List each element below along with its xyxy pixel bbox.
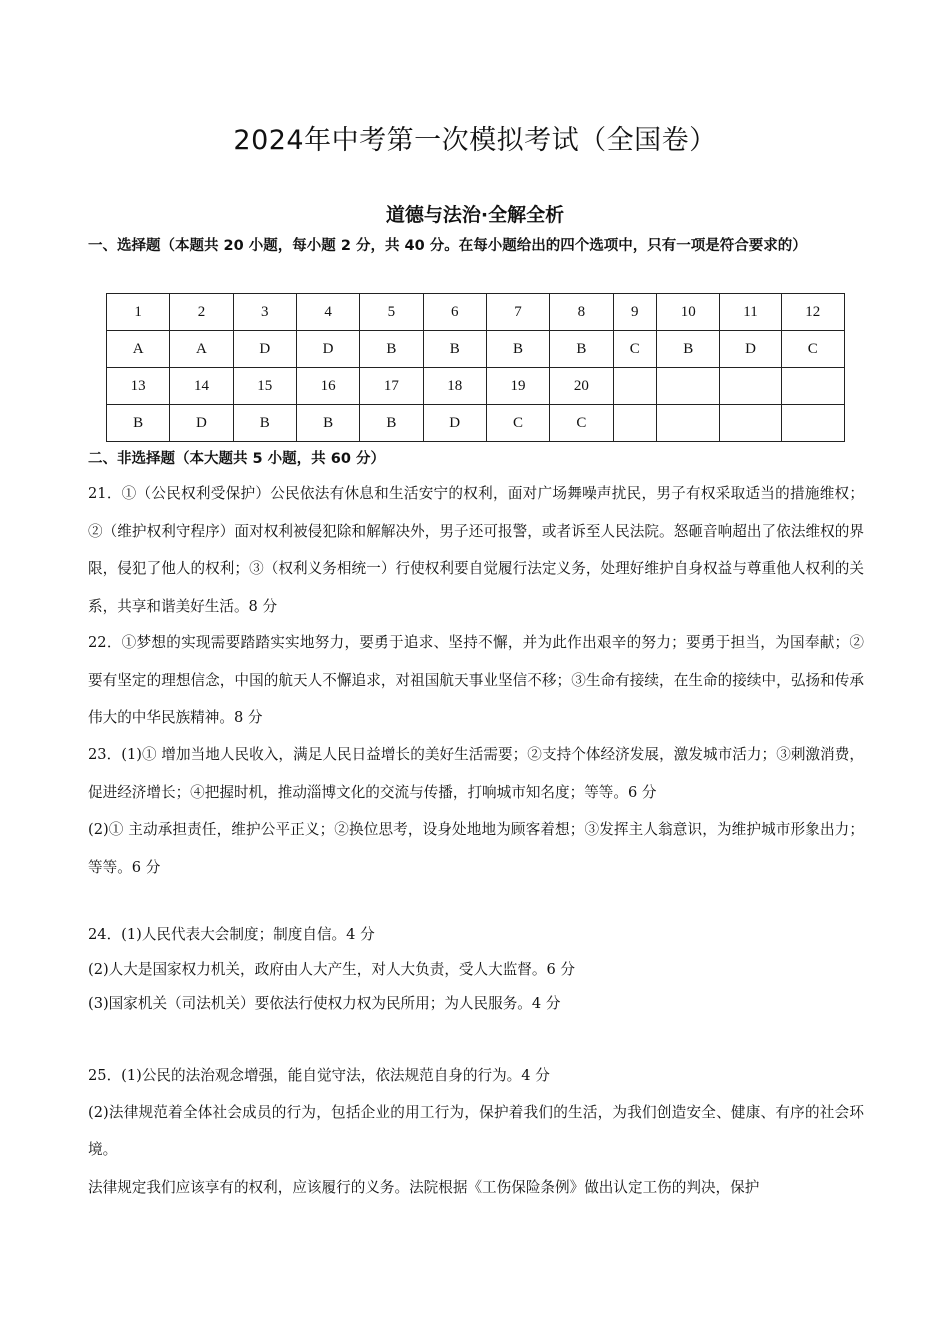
- answer-cell: B: [423, 331, 486, 368]
- answer-q22: [88, 624, 864, 737]
- answer-q25-part1: 25．(1)公民的法治观念增强，能自觉守法，依法规范自身的行为。4 分: [88, 1067, 550, 1084]
- question-number-cell: 15: [233, 368, 296, 405]
- question-number-cell: 18: [423, 368, 486, 405]
- answer-cell: B: [360, 405, 423, 442]
- answer-cell: C: [550, 405, 613, 442]
- question-number-cell: [613, 368, 657, 405]
- answer-q23: [88, 736, 864, 886]
- answer-q24-part2: (2)人大是国家权力机关，政府由人大产生，对人大负责，受人大监督。6 分: [88, 960, 576, 978]
- answer-cell: C: [613, 331, 657, 368]
- question-number-cell: 4: [296, 294, 359, 331]
- answer-q21: [88, 475, 864, 625]
- answer-cell: B: [296, 405, 359, 442]
- answer-cell: B: [486, 331, 549, 368]
- question-number-cell: 7: [486, 294, 549, 331]
- answer-cell: [720, 405, 781, 442]
- answer-cell: B: [360, 331, 423, 368]
- question-number-cell: 11: [720, 294, 781, 331]
- question-number-cell: 8: [550, 294, 613, 331]
- answer-q25: [88, 1059, 864, 1206]
- question-number-cell: [657, 368, 720, 405]
- answer-cell: D: [720, 331, 781, 368]
- answer-cell: C: [781, 331, 844, 368]
- answer-q25-part3: 法律规定我们应该享有的权利，应该履行的义务。法院根据《工伤保险条例》做出认定工伤的判决，保护: [88, 1178, 760, 1196]
- answer-q24-part3: (3)国家机关（司法机关）要依法行使权力权为民所用；为人民服务。4 分: [88, 995, 561, 1012]
- question-number-cell: 13: [107, 368, 170, 405]
- answer-q21-text: 21．①（公民权利受保护）公民依法有休息和生活安宁的权利，面对广场舞噪声扰民，男子有权采取适当的措施维权；②（维护权利守程序）面对权利被侵犯除和解解决外，男子还可报警，或者诉至人民法院。怒砸音响超出了依法维权的界限，侵犯了他人的权利；③（权利义务相统一）行使权利要自觉履行法定义务，处理好维护自身权益与尊重他人权利的关系，共享和谐美好生活。8 分: [88, 485, 864, 615]
- question-number-cell: 20: [550, 368, 613, 405]
- answer-row: [107, 331, 845, 368]
- question-number-cell: 1: [107, 294, 170, 331]
- question-number-cell: [781, 368, 844, 405]
- question-number-cell: 17: [360, 368, 423, 405]
- section-1-heading: 一、选择题（本题共 20 小题，每小题 2 分，共 40 分。在每小题给出的四个选项中，只有一项是符合要求的）: [88, 238, 807, 254]
- answer-cell: [781, 405, 844, 442]
- answer-q24-part1: 24．(1)人民代表大会制度；制度自信。4 分: [88, 926, 375, 943]
- question-number-cell: 19: [486, 368, 549, 405]
- answer-q23-part1: 23．(1)① 增加当地人民收入，满足人民日益增长的美好生活需要；②支持个体经济发展，激发城市活力；③刺激消费，促进经济增长；④把握时机，推动淄博文化的交流与传播，打响城市知名度；等等。6 分: [88, 746, 864, 801]
- question-number-cell: 9: [613, 294, 657, 331]
- question-number-cell: [720, 368, 781, 405]
- question-number-cell: 2: [170, 294, 233, 331]
- answer-cell: B: [233, 405, 296, 442]
- answer-q22-text: 22．①梦想的实现需要踏踏实实地努力，要勇于追求、坚持不懈，并为此作出艰辛的努力；要勇于担当，为国奉献；②要有坚定的理想信念，中国的航天人不懈追求，对祖国航天事业坚信不移；③生命有接续，在生命的接续中，弘扬和传承伟大的中华民族精神。8 分: [88, 634, 864, 726]
- question-number-cell: 3: [233, 294, 296, 331]
- answer-cell: B: [550, 331, 613, 368]
- answer-cell: D: [170, 405, 233, 442]
- question-number-cell: 14: [170, 368, 233, 405]
- answer-cell: D: [423, 405, 486, 442]
- question-number-row: [107, 368, 845, 405]
- answer-cell: A: [107, 331, 170, 368]
- answer-key-table: [106, 293, 845, 442]
- answer-q24: [88, 918, 864, 1022]
- section-2-heading: 二、非选择题（本大题共 5 小题，共 60 分）: [88, 451, 385, 467]
- answer-cell: [613, 405, 657, 442]
- answer-cell: C: [486, 405, 549, 442]
- answer-cell: D: [296, 331, 359, 368]
- answer-cell: [657, 405, 720, 442]
- question-number-row: [107, 294, 845, 331]
- answer-cell: D: [233, 331, 296, 368]
- answer-cell: B: [107, 405, 170, 442]
- question-number-cell: 10: [657, 294, 720, 331]
- answer-row: [107, 405, 845, 442]
- question-number-cell: 5: [360, 294, 423, 331]
- question-number-cell: 16: [296, 368, 359, 405]
- answer-q23-part2: (2)① 主动承担责任，维护公平正义；②换位思考，设身处地地为顾客着想；③发挥主人翁意识，为维护城市形象出力；等等。6 分: [88, 821, 864, 876]
- question-number-cell: 12: [781, 294, 844, 331]
- page-title: 2024年中考第一次模拟考试（全国卷）: [233, 125, 717, 156]
- answer-q25-part2: (2)法律规范着全体社会成员的行为，包括企业的用工行为，保护着我们的生活，为我们创造安全、健康、有序的社会环境。: [88, 1103, 864, 1158]
- question-number-cell: 6: [423, 294, 486, 331]
- answer-cell: A: [170, 331, 233, 368]
- answer-cell: B: [657, 331, 720, 368]
- page-subtitle: 道德与法治·全解全析: [385, 204, 565, 226]
